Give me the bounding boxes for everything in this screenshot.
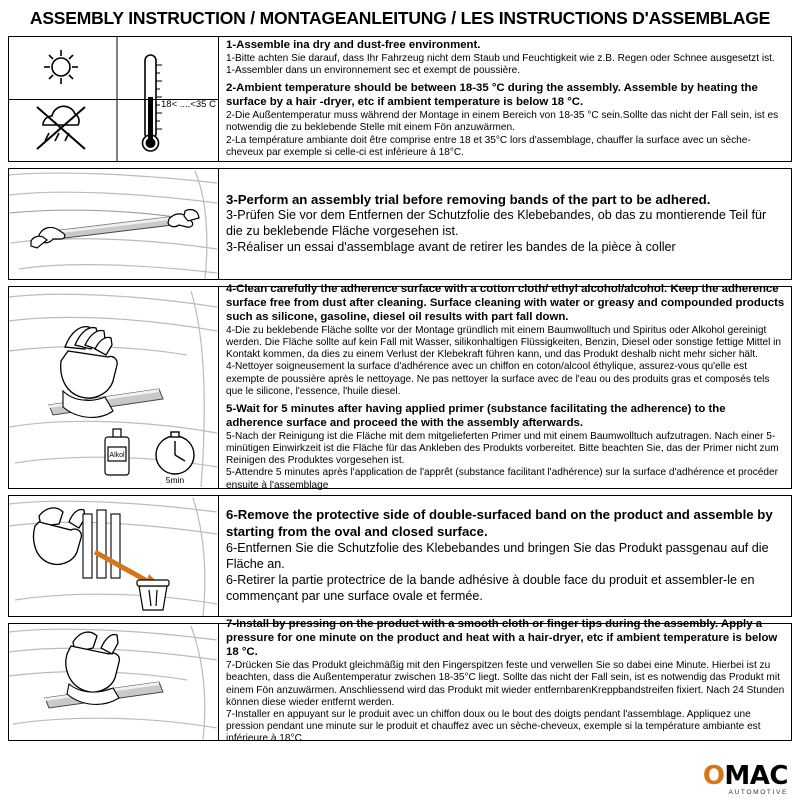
step4-de-1: 6-Entfernen Sie die Schutzfolie des Klebebandes und bringen Sie das Produkt passgenau auf die Fläche an. xyxy=(226,540,769,571)
step2-illustration xyxy=(9,169,219,279)
brand-logo xyxy=(703,761,788,791)
step3-fr-1: 4-Nettoyer soigneusement la surface d'adhérence avec un chiffon en coton/alcool éthylique, assurez-vous qu'elle est exempte de poussière après le nettoyage. Ne pas nettoyer la surface avec de l'eau ou des produits gras et composés tels que le silicone, l'essence, l'huile diesel. xyxy=(226,361,770,397)
step1-block1 xyxy=(226,39,785,77)
press-with-cloth-icon xyxy=(9,624,219,740)
step3-block1 xyxy=(226,283,785,398)
step1-en-1: 1-Assemble ina dry and dust-free environment. xyxy=(226,39,481,52)
brand-logo-accent: O xyxy=(702,761,725,791)
step-row xyxy=(8,168,792,280)
step3-en-1: 4-Clean carefully the adherence surface with a cotton cloth/ ethyl alcohol/alcohol. Keep the adherence surface free from dust after cleaning. Surface cleaning with water or greasy and compounded products such as silicone, gasoline, diesel oil results with part fall down. xyxy=(226,283,785,323)
step5-en-1: 7-Install by pressing on the product with a smooth cloth or finger tips during the assembly. Apply a pressure for one minute on the product and heat with a hair-dryer, etc if ambient temperature is below 18 °C. xyxy=(226,618,778,659)
step2-text xyxy=(219,169,791,279)
step2-fr-1: 3-Réaliser un essai d'assemblage avant de retirer les bandes de la pièce à coller xyxy=(226,240,676,255)
step3-text xyxy=(219,283,791,491)
brand-logo-text: MAC xyxy=(724,761,788,791)
step3-illustration xyxy=(9,287,219,488)
timer-label: 5min xyxy=(165,475,185,485)
step4-en-1: 6-Remove the protective side of double-surfaced band on the product and assemble by starting from the oval and closed surface. xyxy=(226,507,773,540)
step5-fr-1: 7-Installer en appuyant sur le produit avec un chiffon doux ou le bout des doigts pendant l'assemblage. Appliquez une pression pendant une minute sur le produit et chauffez avec un sèche-cheveux, exemple si la température ambiante est inférieure à 18°C xyxy=(226,708,761,745)
brand-tagline: AUTOMOTIVE xyxy=(728,789,788,796)
alcohol-bottle-label: Alkol xyxy=(109,452,125,459)
step-row xyxy=(8,618,792,745)
step-row xyxy=(8,283,792,491)
step2-block1 xyxy=(226,192,785,257)
step2-en-1: 3-Perform an assembly trial before removing bands of the part to be adhered. xyxy=(226,191,711,207)
step3-de-2: 5-Nach der Reinigung ist die Fläche mit dem mitgelieferten Primer und mit einem Baumwolltuch aufzutragen. Nach einer 5-minütigen Einwirkzeit ist die Fläche für das Ankleben des Produkts vorbereitet. Bitte beachten Sie, das der Primer nicht zum Reinigen des Produktes vorgesehen ist. xyxy=(226,430,779,467)
step3-en-2: 5-Wait for 5 minutes after having applied primer (substance facilitating the adherence) to the adherence surface and proceed the with the assembly afterwards. xyxy=(226,403,726,429)
door-sill-trial-fit-icon xyxy=(9,169,219,279)
steps-list xyxy=(8,36,792,745)
step1-text xyxy=(219,37,791,161)
step4-block1 xyxy=(226,507,785,604)
step1-de-2: 2-Die Außentemperatur muss während der Montage in einem Bereich von 18-35 °C sein.Sollte das nicht der Fall sein, ist es notwendig die zu beklebende Stelle mit einem Fön anzuwärmen. xyxy=(226,110,779,134)
step1-fr-2: 2-La température ambiante doit être comprise entre 18 et 35°C lors d'assemblage, chauffer la surface avec un sèche-cheveux par exemple si celle-ci est inférieure à 18°C. xyxy=(226,134,751,158)
step3-fr-2: 5-Attendre 5 minutes après l'application de l'apprêt (substance facilitant l'adhérence) sur la surface d'adhérence et procéder ensuite à l'assemblage xyxy=(226,467,778,491)
step1-de-1: 1-Bitte achten Sie darauf, dass Ihr Fahrzeug nicht dem Staub und Feuchtigkeit wie z.B. Regen oder Schnee ausgesetzt ist. xyxy=(226,52,775,64)
step-row xyxy=(8,36,792,162)
step3-de-1: 4-Die zu beklebende Fläche sollte vor der Montage gründlich mit einem Baumwolltuch und Spiritus oder Alkohol gereinigt werden. Die Fläche sollte auf kein Fall mit Wasser, silikonhaltigen Flüssigkeiten, Benzin, Diesel oder sonstige fettige Mittel in Kontakt kommen, da dies zu einem Verlust der Klebekraft führen kann, und das Produkt deshalb nicht mehr sicher hält. xyxy=(226,324,782,361)
step4-text xyxy=(219,496,791,616)
step1-fr-1: 1-Assembler dans un environnement sec et exempt de poussière. xyxy=(226,65,521,77)
step4-fr-1: 6-Retirer la partie protectrice de la bande adhésive à double face du produit et assembler-le en commençant par une surface ovale et fermée. xyxy=(226,572,755,603)
step-row xyxy=(8,495,792,617)
step5-illustration xyxy=(9,624,219,740)
step1-en-2: 2-Ambient temperature should be between 18-35 °C during the assembly. Assemble by heating the surface by a hair -dryer, etc if ambient temperature is below 18 °C. xyxy=(226,82,758,109)
page-title: ASSEMBLY INSTRUCTION / MONTAGEANLEITUNG / LES INSTRUCTIONS D'ASSEMBLAGE xyxy=(29,8,771,28)
peel-protective-film-icon xyxy=(9,496,219,616)
step5-block1 xyxy=(226,618,785,745)
step5-text xyxy=(219,618,791,745)
cleaning-cloth-alcohol-timer-icon xyxy=(9,287,219,488)
step5-de-1: 7-Drücken Sie das Produkt gleichmäßig mit den Fingerspitzen feste und verwellen Sie so dabei eine Minute. Hierbei ist zu beachten, dass die Außentemperatur zwischen 18-35°C liegt. Sollte das nicht der Fall sein, ist es notwendig das Produkt mit einem Fön anzuwärmen. Anschliessend wird das Produkt mit wieder entfernbarenKreppbandstreifen fixiert. Nach 24 Stunden können diese wieder entfernt werden. xyxy=(226,660,785,708)
brand-footer xyxy=(703,761,788,796)
step1-block2 xyxy=(226,82,785,159)
step2-de-1: 3-Prüfen Sie vor dem Entfernen der Schutzfolie des Klebebandes, ob das zu montierende Teil für die zu beklebende Fläche vorgesehen ist. xyxy=(226,208,767,239)
temperature-range-label: 18< ....<35 C xyxy=(161,99,216,110)
step1-illustration xyxy=(9,37,219,161)
step3-block2 xyxy=(226,403,785,492)
step4-illustration xyxy=(9,496,219,616)
